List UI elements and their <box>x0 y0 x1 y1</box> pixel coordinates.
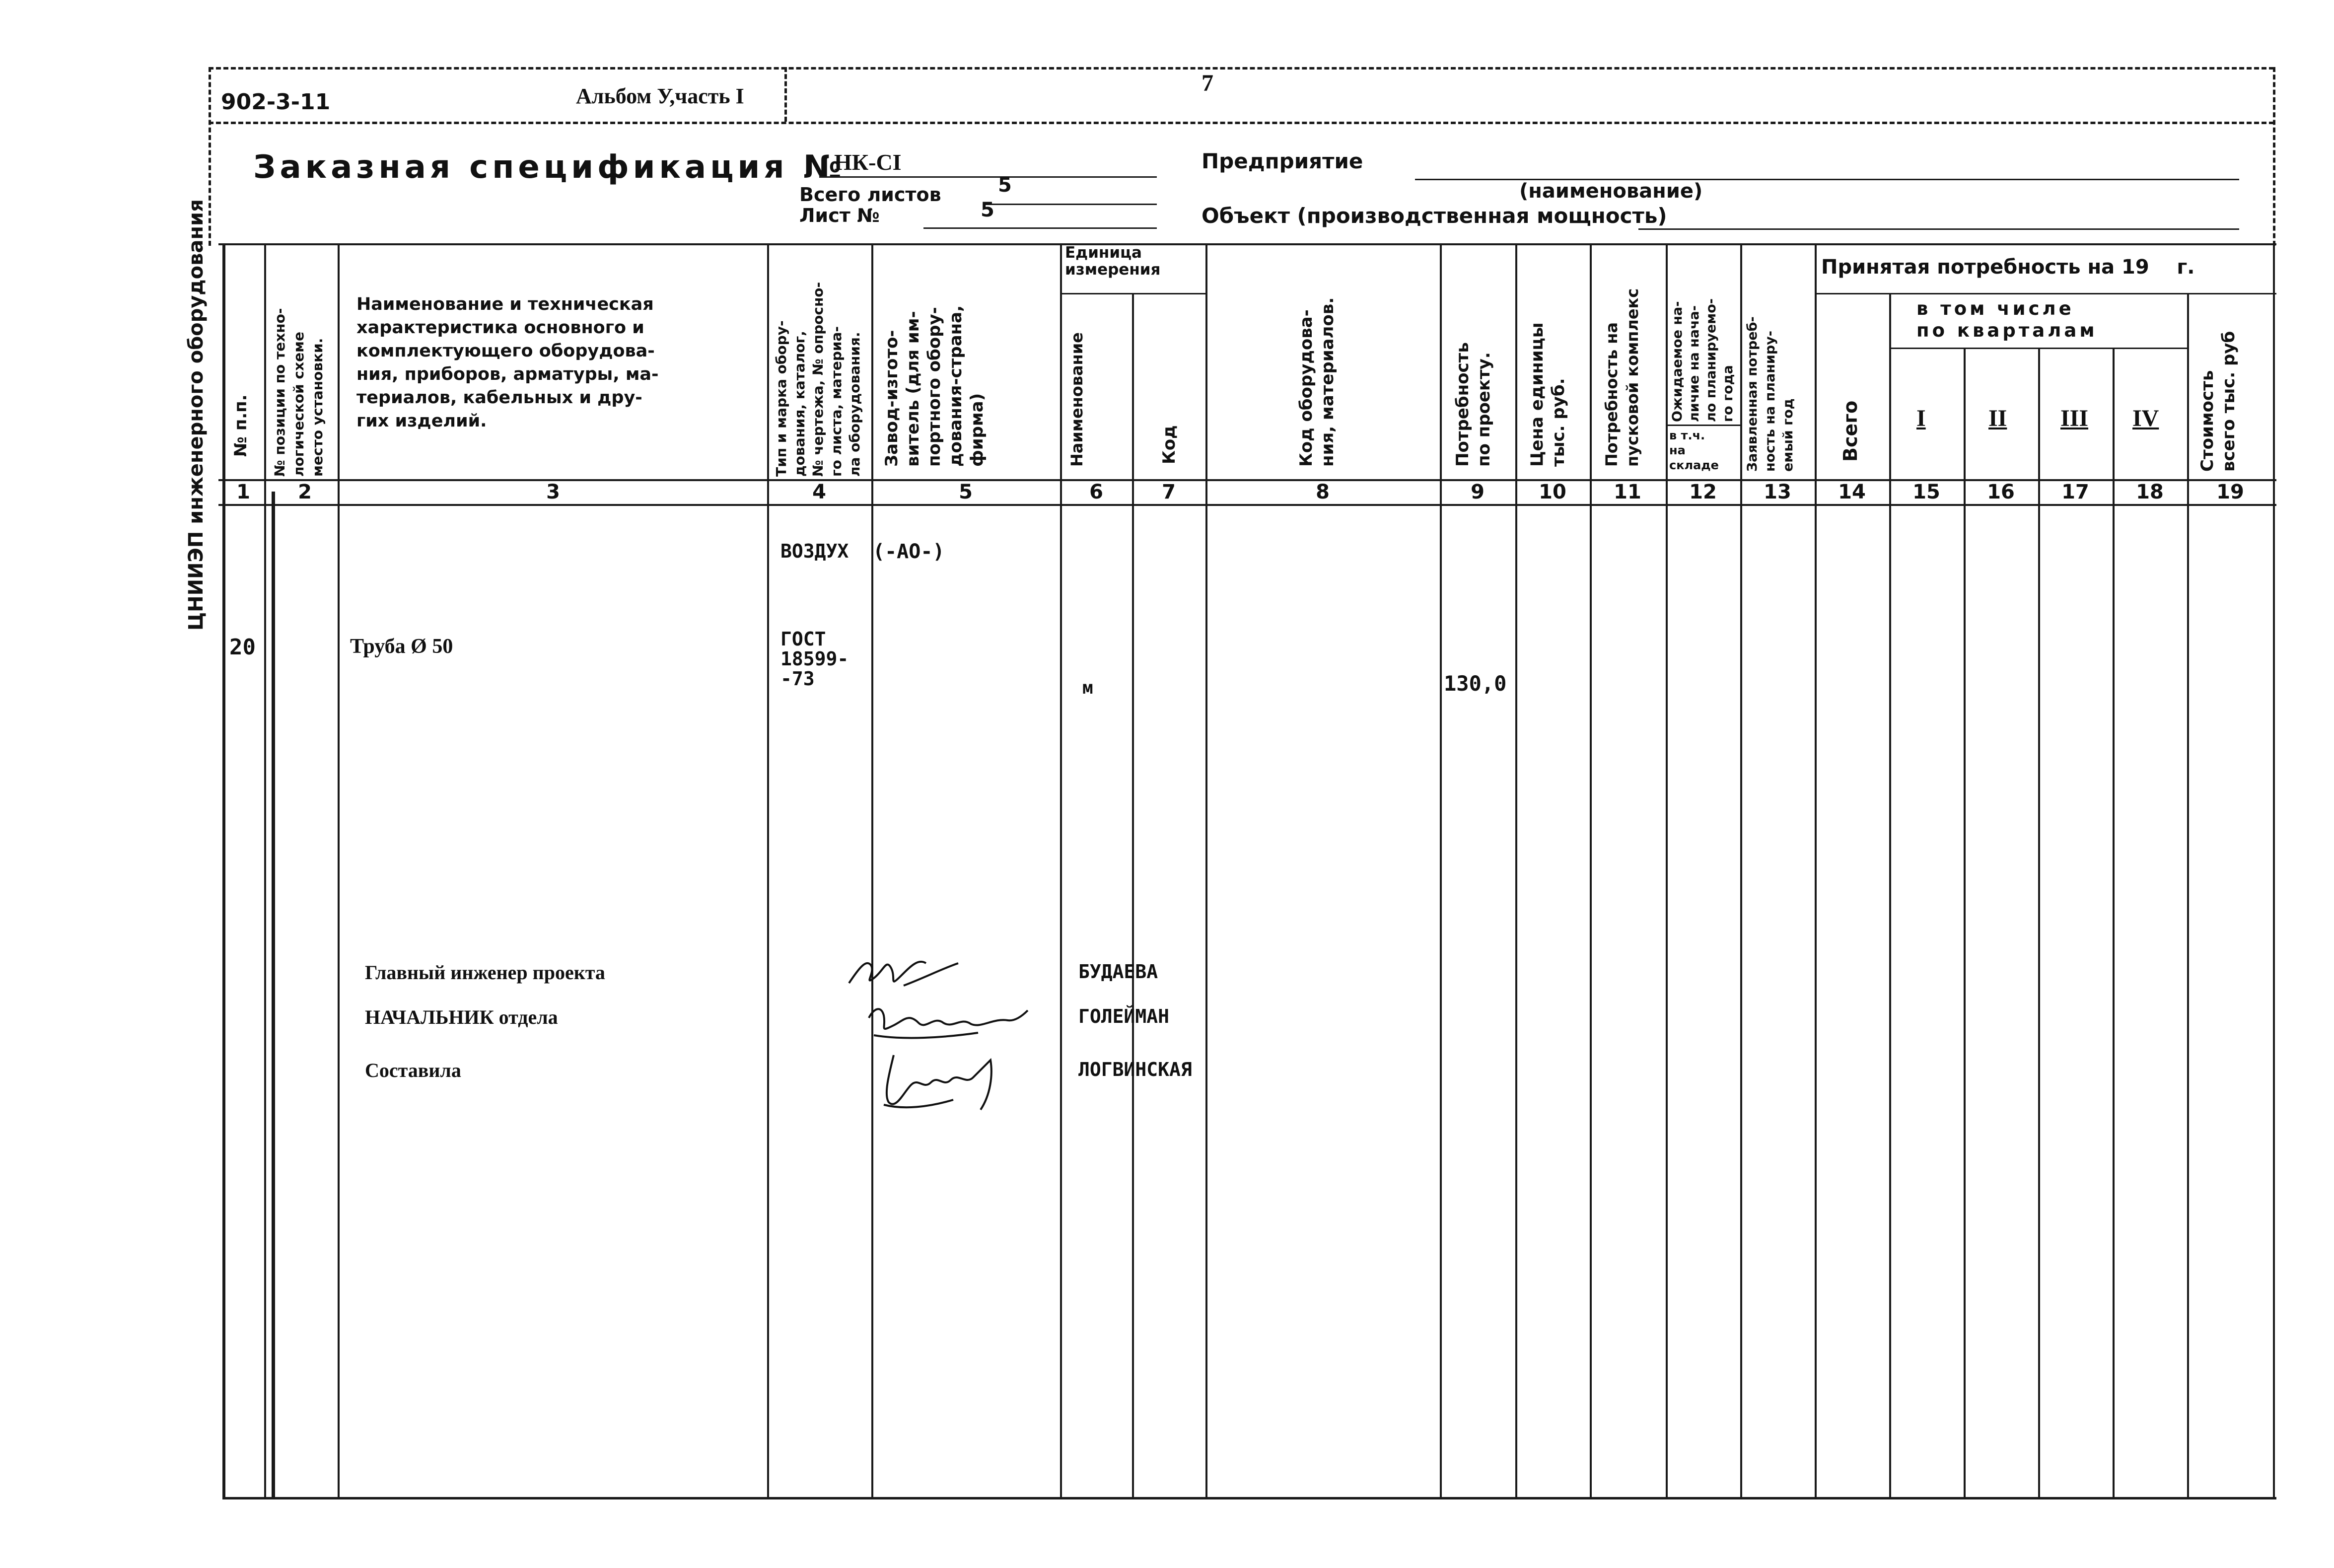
table-top-line <box>218 243 2276 245</box>
col-number: 10 <box>1539 481 1566 503</box>
col-line-18 <box>2113 348 2115 1497</box>
col-header-7: Код <box>1159 425 1179 464</box>
col-header-18: IV <box>2132 405 2159 431</box>
col-number: 5 <box>959 481 973 503</box>
col-number: 8 <box>1316 481 1330 503</box>
top-border <box>209 67 2274 70</box>
col-header-13: Заявленная потреб- ность на планиру- емый год <box>1745 316 1796 472</box>
col-header-16: II <box>1988 405 2007 431</box>
col-header-2: № позиции по техно- логической схеме место установки. <box>272 308 326 477</box>
group-label: ВОЗДУХ <box>780 540 849 562</box>
col-number: 15 <box>1912 481 1940 503</box>
col-line-12 <box>1666 243 1668 1497</box>
signature-name: ГОЛЕЙМАН <box>1078 1005 1170 1027</box>
col-number: 11 <box>1614 481 1641 503</box>
col-line-4 <box>767 243 769 1497</box>
col-header-12: Ожидаемое на- личие на нача- ло планируемо- го года <box>1670 298 1736 422</box>
table-bottom-line <box>222 1497 2276 1499</box>
signature-role: Главный инженер проекта <box>365 961 605 984</box>
col-header-9: Потребность по проекту. <box>1453 342 1494 467</box>
col-number: 12 <box>1689 481 1717 503</box>
right-border <box>2273 67 2275 246</box>
col-line-0 <box>222 243 225 1497</box>
col-number: 4 <box>812 481 826 503</box>
accepted-group-line <box>1815 293 2276 294</box>
table-colnum-bottom <box>218 504 2276 506</box>
col-line-17 <box>2038 348 2040 1497</box>
item-quantity: 130,0 <box>1444 671 1507 696</box>
col-header-15: I <box>1916 405 1926 431</box>
col-header-11: Потребность на пусковой комплекс <box>1602 288 1642 467</box>
col-line-11 <box>1590 243 1592 1497</box>
name-hint: (наименование) <box>1519 180 1703 203</box>
group-code: (-АО-) <box>873 540 945 563</box>
item-number: 20 <box>229 635 256 660</box>
col-line-3 <box>338 243 340 1497</box>
item-type-line1: ГОСТ <box>780 628 826 650</box>
album-label: Альбом У,часть I <box>576 84 744 108</box>
handwritten-signature-3 <box>874 1045 1013 1120</box>
sheets-total-label: Всего листов <box>799 184 941 206</box>
signature-name: ЛОГВИНСКАЯ <box>1078 1059 1192 1080</box>
col-number: 17 <box>2061 481 2089 503</box>
left-border <box>209 67 211 246</box>
col-number: 6 <box>1089 481 1103 503</box>
col-line-6 <box>1060 243 1062 1497</box>
col-line-7 <box>1132 293 1134 1497</box>
col-number: 19 <box>2216 481 2244 503</box>
group-quarters: в том числе по кварталам <box>1916 298 2098 341</box>
header-divider <box>209 122 2274 124</box>
doc-code: 902-3-11 <box>221 89 331 115</box>
col-line-2 <box>272 492 275 1497</box>
col-line-10 <box>1515 243 1517 1497</box>
header-separator <box>784 67 787 122</box>
sheet-no-line <box>923 227 1157 229</box>
spec-number: НК-CI <box>834 149 902 175</box>
col-number: 13 <box>1764 481 1791 503</box>
col-number: 9 <box>1471 481 1485 503</box>
signature-role: Составила <box>365 1059 461 1081</box>
col-line-9 <box>1440 243 1442 1497</box>
handwritten-signature-2 <box>864 998 1033 1048</box>
col-line-14 <box>1815 243 1817 1497</box>
col-line-8 <box>1205 243 1207 1497</box>
col-header-8: Код оборудова- ния, материалов. <box>1296 297 1338 467</box>
col-number: 16 <box>1987 481 2015 503</box>
col-header-12-sub: в т.ч. на складе <box>1669 428 1719 472</box>
col-header-6: Наименование <box>1067 332 1086 467</box>
col-header-3: Наименование и техническая характеристика основного и комплектующего оборудова- ния, приборов, арматуры, ма- териалов, кабельных и дру- гих изделий. <box>356 294 659 431</box>
group-accepted: Принятая потребность на 19 г. <box>1821 256 2195 279</box>
sheet-label: Лист № <box>799 205 880 226</box>
object-line <box>1638 228 2239 230</box>
item-name: Труба Ø 50 <box>350 635 453 658</box>
col-header-1: № п.п. <box>231 394 251 457</box>
col-header-14: Всего <box>1839 400 1861 462</box>
sheets-total-line <box>983 204 1157 205</box>
col-line-19 <box>2187 293 2189 1497</box>
spec-number-line <box>819 176 1157 178</box>
col-number: 3 <box>546 481 560 503</box>
col-line-5 <box>871 243 873 1497</box>
col-number: 1 <box>236 481 250 503</box>
sheets-total: 5 <box>998 174 1012 197</box>
sheet-no: 5 <box>981 199 994 221</box>
object-label: Объект (производственная мощность) <box>1202 204 1667 228</box>
item-type-line3: -73 <box>780 668 815 690</box>
c12-sub-line <box>1667 425 1741 426</box>
col-number: 14 <box>1838 481 1866 503</box>
col-line-13 <box>1740 243 1742 1497</box>
signature-name: БУДАЕВА <box>1078 961 1158 983</box>
col-header-19: Стоимость всего тыс. руб <box>2197 331 2239 472</box>
col-header-5: Завод-изгото- витель (для им- портного обору- дования-страна, фирма) <box>882 305 987 467</box>
enterprise-label: Предприятие <box>1202 149 1363 173</box>
col-number: 18 <box>2136 481 2164 503</box>
signature-role: НАЧАЛЬНИК отдела <box>365 1006 558 1028</box>
item-unit: м <box>1082 678 1093 698</box>
side-label: ЦНИИЭП инженерного оборудования <box>185 199 208 631</box>
col-line-15 <box>1889 293 1891 1497</box>
col-number: 7 <box>1162 481 1176 503</box>
col-header-17: III <box>2060 405 2089 431</box>
col-line-1 <box>264 243 266 1497</box>
page-number: 7 <box>1202 70 1213 96</box>
col-line-16 <box>1964 348 1966 1497</box>
col-header-10: Цена единицы тыс. руб. <box>1527 322 1568 467</box>
spec-title: Заказная спецификация № <box>253 149 846 186</box>
col-header-4: Тип и марка обору- дования, каталог, № чертежа, № опросно- го листа, материа- ла оборудования. <box>773 282 863 477</box>
col-header-67-group: Единица измерения <box>1065 244 1161 279</box>
handwritten-signature-1 <box>844 948 963 1003</box>
item-type-line2: 18599- <box>780 648 849 670</box>
col-number: 2 <box>298 481 312 503</box>
col-line-20 <box>2273 243 2275 1497</box>
